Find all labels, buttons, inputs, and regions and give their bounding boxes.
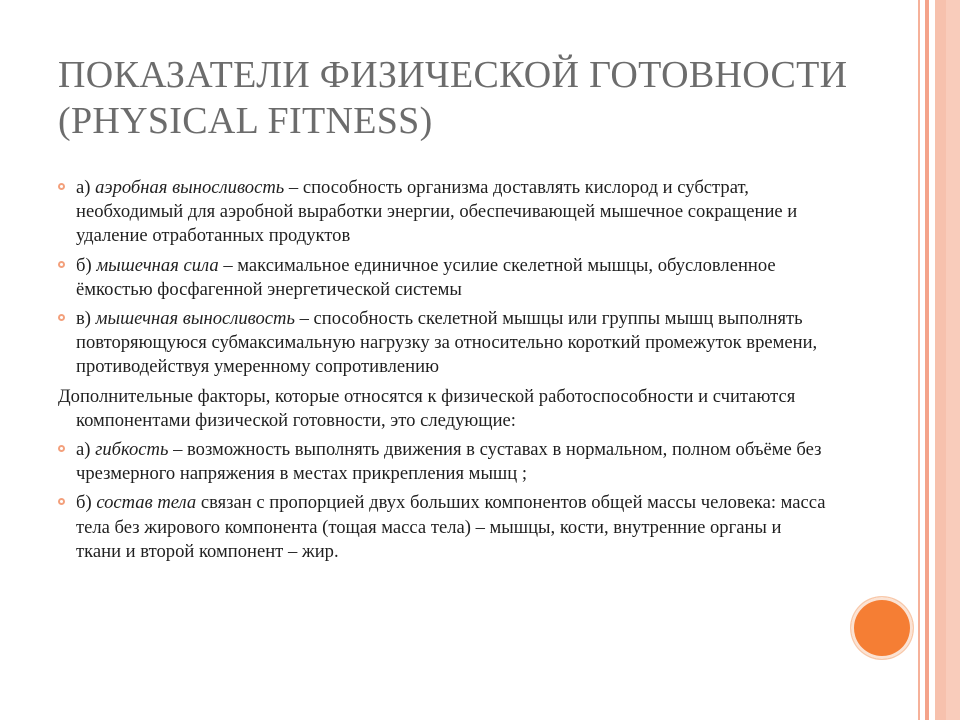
list-item-muscle-endurance	[58, 307, 828, 380]
decorative-stripe-wide-inner	[946, 0, 960, 720]
item-text: – способность организма доставлять кислород и субстрат, необходимый для аэробной выработки энергии, обеспечивающей мышечное сокращение и удаление отработанных продуктов	[76, 177, 798, 247]
item-prefix: в)	[76, 308, 96, 330]
list-item-body-composition	[58, 491, 828, 564]
item-text: – способность скелетной мышцы или группы мышц выполнять повторяющуюся субмаксимальную нагрузку за относительно короткий промежуток времени, противодействуя умеренному сопротивлению	[76, 308, 818, 378]
slide-body	[58, 176, 828, 569]
item-term: мышечная сила	[96, 254, 219, 276]
item-term: аэробная выносливость	[95, 177, 285, 198]
item-prefix: б)	[76, 254, 97, 276]
item-term: мышечная выносливость	[95, 308, 295, 330]
slide-title: ПОКАЗАТЕЛИ ФИЗИЧЕСКОЙ ГОТОВНОСТИ (PHYSICAL FITNESS)	[58, 54, 848, 142]
bullet-icon	[58, 183, 65, 190]
list-item-aerobic-endurance	[58, 176, 828, 249]
item-text: – максимальное единичное усилие скелетной мышцы, обусловленное ёмкостью фосфагенной энергетической системы	[76, 254, 776, 300]
decorative-stripe-thin	[918, 0, 920, 720]
decorative-stripe-medium	[925, 0, 929, 720]
additional-factors-paragraph: Дополнительные факторы, которые относятся к физической работоспособности и считаются компонентами физической готовности, это следующие:	[58, 385, 796, 431]
list-item-muscle-strength	[58, 254, 828, 302]
item-prefix: а)	[76, 177, 96, 198]
bullet-icon	[58, 261, 65, 268]
bullet-icon	[58, 445, 65, 452]
bullet-icon	[58, 314, 65, 321]
bullet-icon	[58, 498, 65, 505]
item-prefix: а)	[76, 439, 96, 461]
list-item-flexibility	[58, 438, 828, 486]
item-term: состав тела	[96, 492, 197, 514]
item-text: связан с пропорцией двух больших компонентов общей массы человека: масса тела без жирового компонента (тощая масса тела) – мышцы, кости, внутренние органы и ткани и второй компонент – жир.	[76, 492, 826, 562]
item-term: гибкость	[95, 439, 169, 461]
item-prefix: б)	[76, 492, 97, 514]
item-text: – возможность выполнять движения в суставах в нормальном, полном объёме без чрезмерного напряжения в местах прикрепления мышц ;	[76, 439, 822, 485]
decorative-circle	[851, 597, 913, 659]
